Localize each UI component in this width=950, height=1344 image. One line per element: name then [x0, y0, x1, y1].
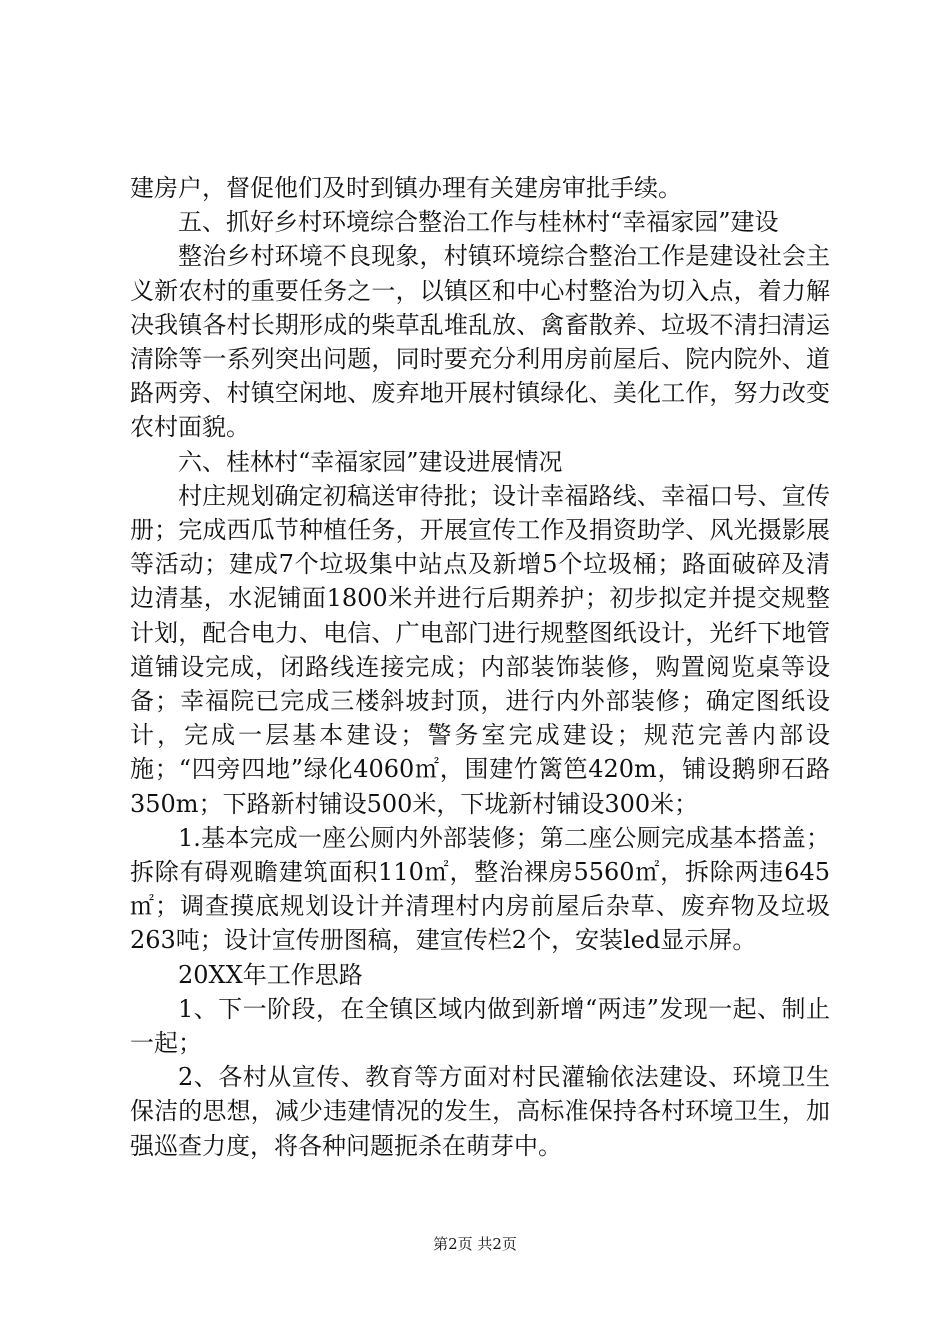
- plan-item-two: 2、各村从宣传、教育等方面对村民灌输依法建设、环境卫生保洁的思想，减少违建情况的发生，高标准保持各村环境卫生，加强巡查力度，将各种问题扼杀在萌芽中。: [130, 1063, 830, 1160]
- paragraph-environment: 整治乡村环境不良现象，村镇环境综合整治工作是建设社会主义新农村的重要任务之一，以镇区和中心村整治为切入点，着力解决我镇各村长期形成的柴草乱堆乱放、禽畜散养、垃圾不清扫清运清除等一系列突出问题，同时要充分利用房前屋后、院内院外、道路两旁、村镇空闲地、废弃地开展村镇绿化、美化工作，努力改变农村面貌。: [130, 242, 830, 442]
- document-body: [130, 171, 830, 1163]
- section-heading-plan: 20XX年工作思路: [178, 960, 363, 989]
- paragraph-continuation: 建房户，督促他们及时到镇办理有关建房审批手续。: [130, 174, 682, 202]
- plan-item-one: 1、下一阶段，在全镇区域内做到新增“两违”发现一起、制止一起；: [130, 994, 830, 1058]
- paragraph-progress: 村庄规划确定初稿送审待批；设计幸福路线、幸福口号、宣传册；完成西瓜节种植任务，开展宣传工作及捐资助学、风光摄影展等活动；建成7个垃圾集中站点及新增5个垃圾桶；路面破碎及清边清基，水泥铺面1800米并进行后期养护；初步拟定并提交规整计划，配合电力、电信、广电部门进行规整图纸设计，光纤下地管道铺设完成，闭路线连接完成；内部装饰装修，购置阅览桌等设备；幸福院已完成三楼斜坡封顶，进行内外部装修；确定图纸设计，完成一层基本建设；警务室完成建设；规范完善内部设施；“四旁四地”绿化4060㎡，围建竹篱笆420m，铺设鹅卵石路350m；下路新村铺设500米，下垅新村铺设300米；: [130, 481, 830, 818]
- section-heading-six: 六、桂林村“幸福家园”建设进展情况: [178, 447, 563, 476]
- paragraph-item-one: 1.基本完成一座公厕内外部装修；第二座公厕完成基本搭盖；拆除有碍观瞻建筑面积110㎡，整治裸房5560㎡，拆除两违645㎡；调查摸底规划设计并清理村内房前屋后杂草、废弃物及垃圾263吨；设计宣传册图稿，建宣传栏2个，安装led显示屏。: [130, 823, 830, 955]
- page-footer: 第2页 共2页: [433, 1235, 517, 1253]
- section-heading-five: 五、抓好乡村环境综合整治工作与桂林村“幸福家园”建设: [178, 208, 779, 237]
